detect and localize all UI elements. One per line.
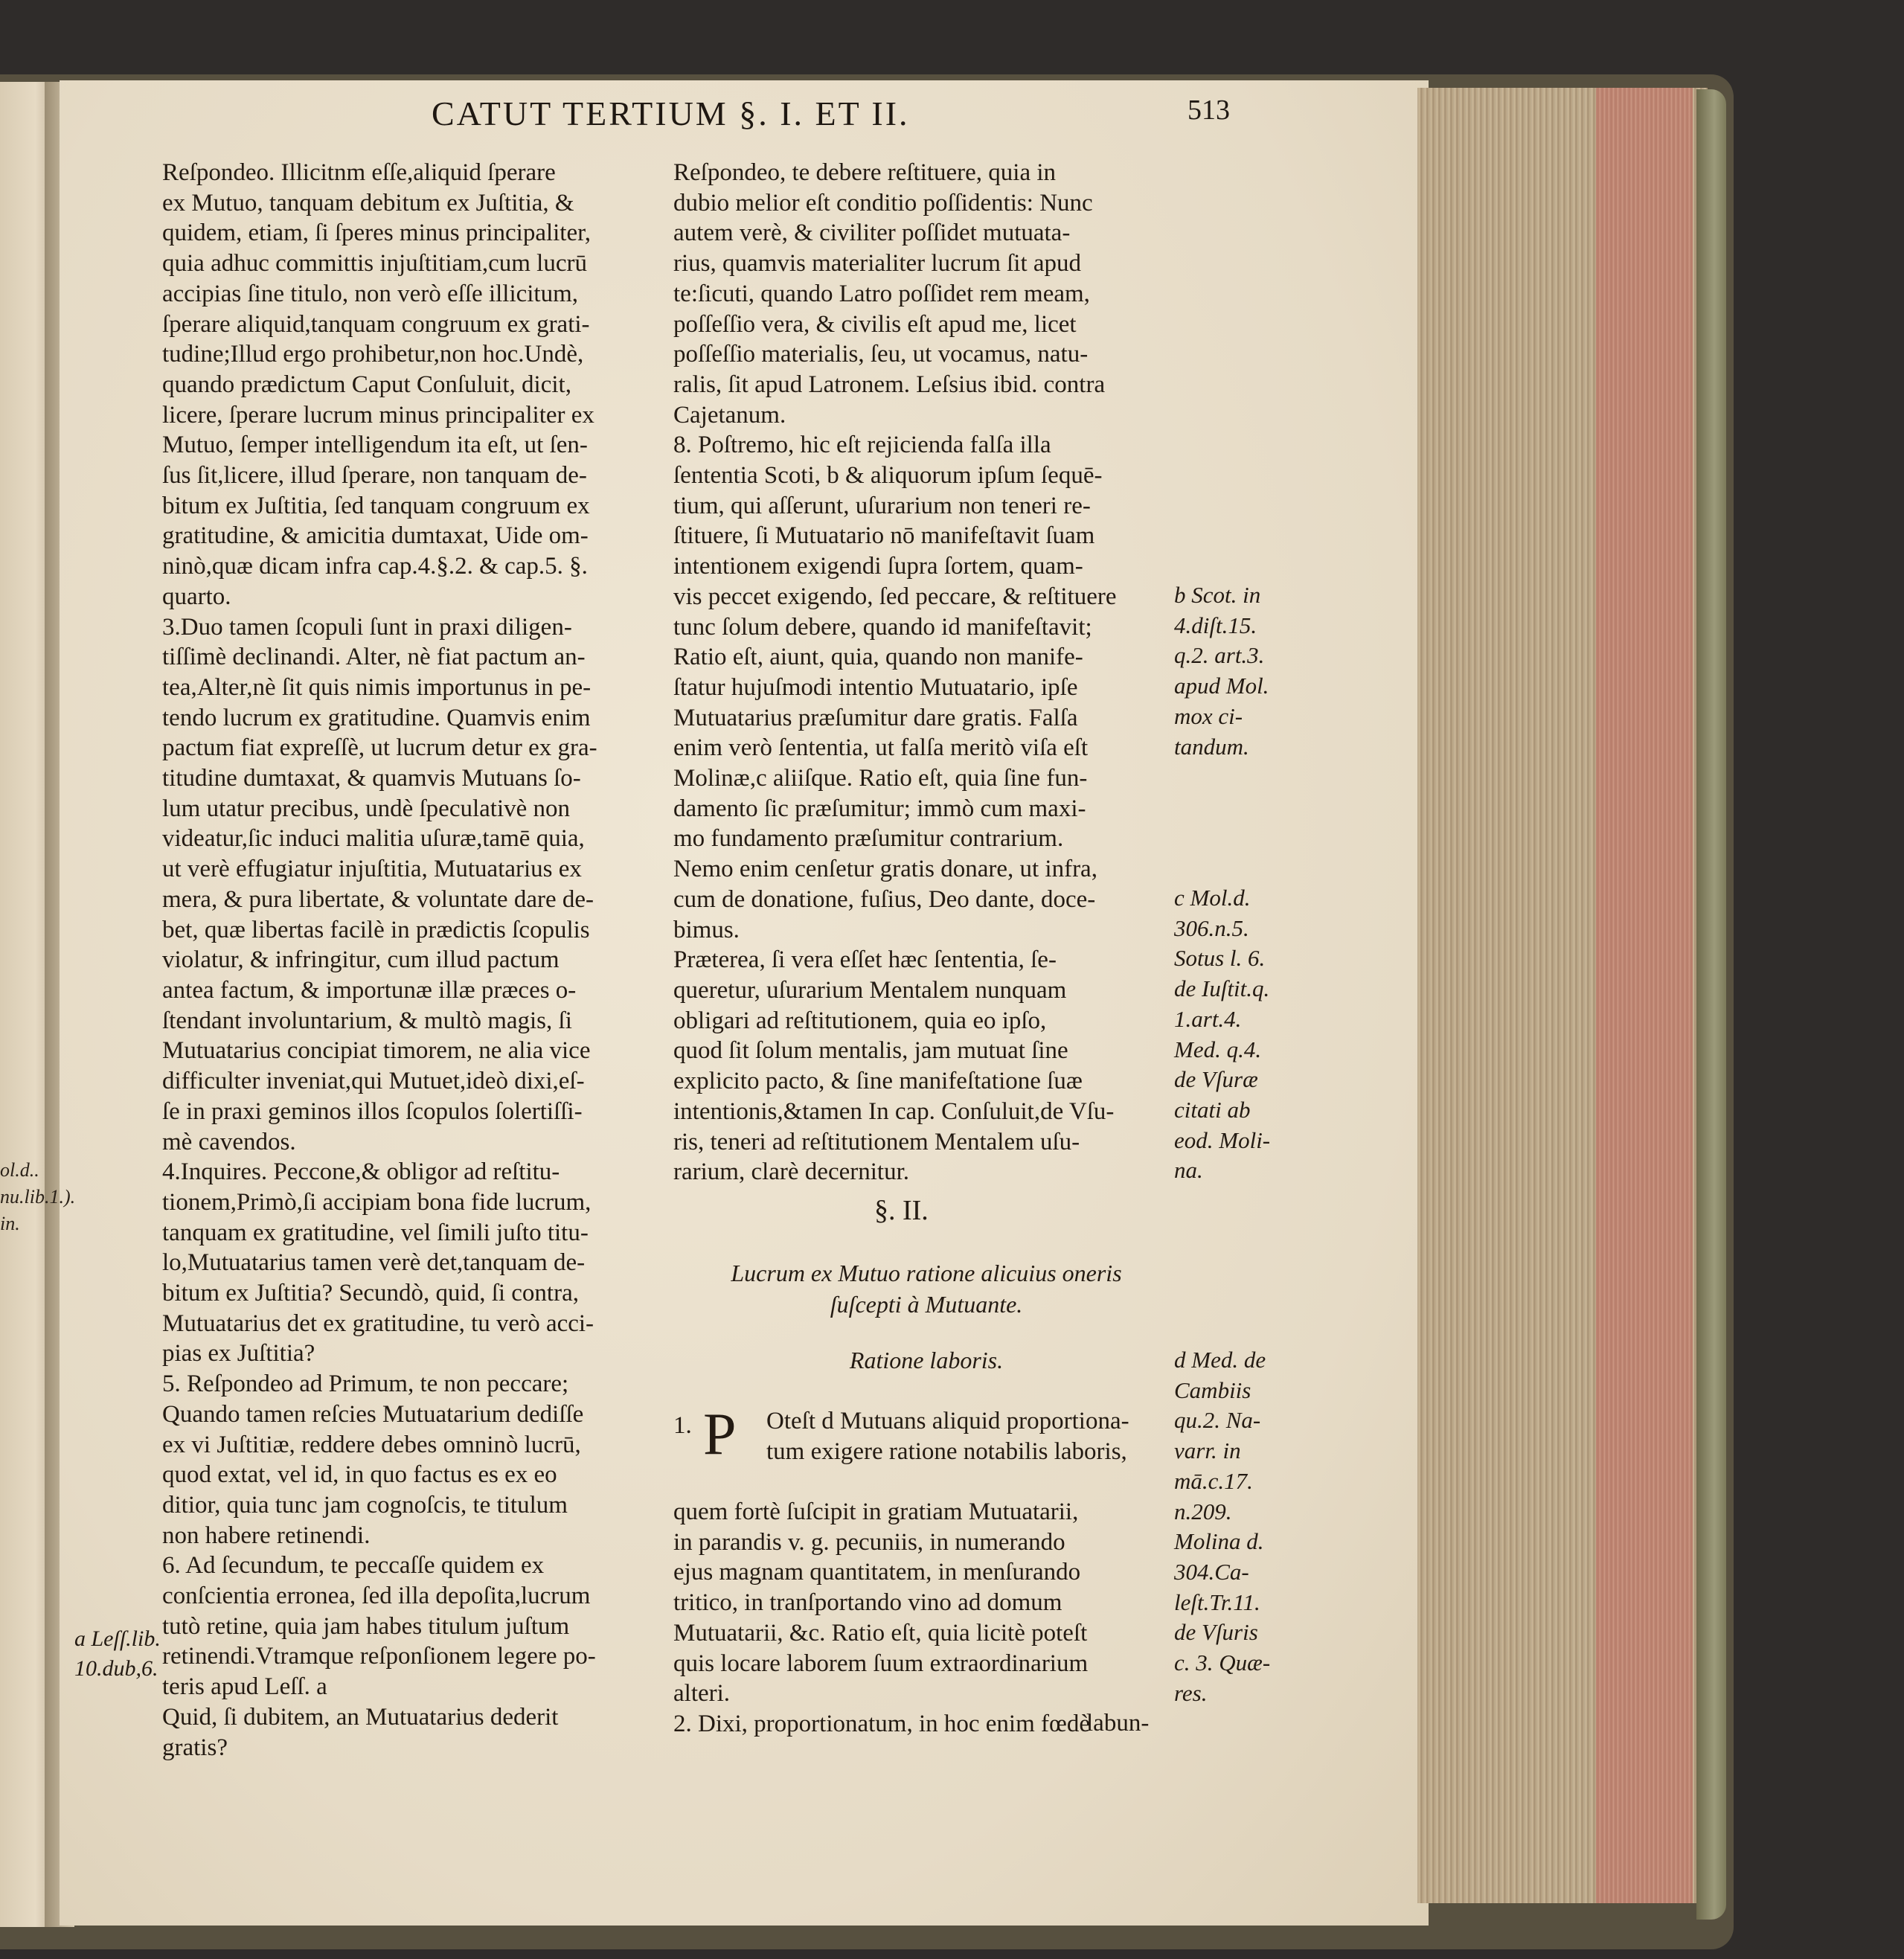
text-line: pactum fiat expreſſè, ut lucrum detur ex gra- bbox=[162, 734, 597, 762]
text-line: Præterea, ſi vera eſſet hæc ſententia, ſe- bbox=[673, 946, 1057, 974]
text-line: 5. Reſpondeo ad Primum, te non peccare; bbox=[162, 1370, 569, 1398]
text-line: tendo lucrum ex gratitudine. Quamvis enim bbox=[162, 704, 591, 731]
right-sidenote-top bbox=[1174, 580, 1301, 1186]
text-line: tritico, in tranſportando vino ad domum bbox=[673, 1589, 1062, 1617]
text-line: bimus. bbox=[673, 916, 740, 943]
text-line: antea factum, & importunæ illæ præces o- bbox=[162, 976, 577, 1004]
running-head: CATUT TERTIUM §. I. ET II. bbox=[432, 94, 910, 132]
text-line: Molinæ,c aliiſque. Ratio eſt, quia ſine fun- bbox=[673, 765, 1088, 792]
text-line: tiſſimè declinandi. Alter, nè fiat pactum an- bbox=[162, 644, 586, 671]
text-line: tutò retine, quia jam habes titulum juſtum bbox=[162, 1612, 570, 1640]
text-line: poſſeſſio vera, & civilis eſt apud me, licet bbox=[673, 310, 1077, 338]
sub-title: Ratione laboris. bbox=[849, 1347, 1004, 1373]
text-line: lum utatur precibus, undè ſpeculativè non bbox=[162, 795, 571, 822]
text-line: ninò,quæ dicam infra cap.4.§.2. & cap.5. §. bbox=[162, 553, 588, 580]
text-line: Nemo enim cenſetur gratis donare, ut infra, bbox=[673, 856, 1097, 883]
left-column-paragraphs bbox=[162, 158, 646, 1763]
text-line: ſe in praxi geminos illos ſcopulos ſolertiſſi- bbox=[162, 1097, 583, 1125]
text-line: tanquam ex gratitudine, vel ſimili juſto titu- bbox=[162, 1219, 589, 1246]
text-line: 8. Poſtremo, hic eſt rejicienda falſa illa bbox=[673, 432, 1051, 459]
text-line: ſtituere, ſi Mutuatario nō manifeſtavit ſuam bbox=[673, 522, 1095, 550]
text-line: ex Mutuo, tanquam debitum ex Juſtitia, & bbox=[162, 189, 574, 217]
text-line: quia adhuc committis injuſtitiam,cum lucrū bbox=[162, 250, 587, 278]
section-title bbox=[673, 1257, 1179, 1320]
left-text-column bbox=[162, 158, 646, 1763]
catchword: labun- bbox=[1086, 1710, 1150, 1737]
sidenote-line bbox=[1174, 853, 1301, 883]
text-line: non habere retinendi. bbox=[162, 1522, 371, 1549]
sidenote-line: mā.c.17. bbox=[1174, 1467, 1253, 1494]
text-line: quando prædictum Caput Conſuluit, dicit, bbox=[162, 371, 571, 398]
text-line: Quid, ſi dubitem, an Mutuatarius dederit bbox=[162, 1703, 559, 1731]
text-line: vis peccet exigendo, ſed peccare, & reſtituere bbox=[673, 583, 1117, 610]
cover-edge bbox=[1696, 89, 1726, 1920]
right-column-paragraphs bbox=[673, 158, 1179, 1187]
text-line: tunc ſolum debere, quando id manifeſtavit; bbox=[673, 613, 1092, 641]
text-line: quarto. bbox=[162, 583, 231, 610]
paragraph-rest bbox=[673, 1497, 1168, 1740]
text-line: bitum ex Juſtitia, ſed tanquam congruum ex bbox=[162, 492, 590, 519]
text-line: ex vi Juſtitiæ, reddere debes omninò lucrū, bbox=[162, 1431, 581, 1458]
text-line: poſſeſſio materialis, ſeu, ut vocamus, natu- bbox=[673, 341, 1089, 368]
text-line: Mutuatarius det ex gratitudine, tu verò acci- bbox=[162, 1309, 594, 1337]
text-line: quidem, etiam, ſi ſperes minus principaliter, bbox=[162, 219, 592, 247]
sidenote-line: de Vſuris bbox=[1174, 1619, 1258, 1646]
text-line: tudine;Illud ergo prohibetur,non hoc.Undè, bbox=[162, 341, 584, 368]
sidenote-line: qu.2. Na- bbox=[1174, 1407, 1261, 1434]
left-sidenote bbox=[74, 1624, 161, 1684]
text-line: ſtatur hujuſmodi intentio Mutuatario, ipſe bbox=[673, 673, 1078, 701]
text-line: retinendi.Vtramque reſponſionem legere po- bbox=[162, 1643, 596, 1670]
text-line: obligari ad reſtitutionem, quia eo ipſo, bbox=[673, 1007, 1047, 1034]
text-line: ditior, quia tunc jam cognoſcis, te titulum bbox=[162, 1491, 568, 1519]
text-line: teris apud Leſſ. a bbox=[162, 1673, 327, 1701]
sidenote-line: res. bbox=[1174, 1679, 1208, 1706]
text-line: conſcientia erronea, ſed illa depoſita,lucrum bbox=[162, 1583, 591, 1610]
text-line: explicito pacto, & ſine manifeſtatione ſuæ bbox=[673, 1068, 1083, 1095]
text-line: ris, teneri ad reſtitutionem Mentalem uſu- bbox=[673, 1128, 1080, 1155]
sidenote-line: citati ab bbox=[1174, 1096, 1251, 1123]
page-edges bbox=[1417, 88, 1708, 1903]
text-line: tea,Alter,nè ſit quis nimis importunus in pe- bbox=[162, 673, 592, 701]
margin-note-line: ). in. bbox=[0, 1186, 76, 1234]
text-line: ralis, ſit apud Latronem. Leſsius ibid. contra bbox=[673, 371, 1106, 398]
text-line: titudine dumtaxat, & quamvis Mutuans ſo- bbox=[162, 765, 581, 792]
text-line: intentionem exigendi ſupra ſortem, quam- bbox=[673, 553, 1083, 580]
text-line: gratis? bbox=[162, 1734, 228, 1761]
section-title-line: ſuſcepti à Mutuante. bbox=[830, 1291, 1023, 1318]
sidenote-line: eod. Moli- bbox=[1174, 1126, 1271, 1153]
text-line: autem verè, & civiliter poſſidet mutuata- bbox=[673, 219, 1071, 247]
text-line: pias ex Juſtitia? bbox=[162, 1340, 315, 1368]
text-line: 6. Ad ſecundum, te peccaſſe quidem ex bbox=[162, 1552, 545, 1580]
text-line: Oteſt d Mutuans aliquid proportiona- bbox=[766, 1408, 1129, 1434]
text-line: quis locare laborem ſuum extraordinarium bbox=[673, 1649, 1089, 1677]
sidenote-line: apud Mol. bbox=[1174, 673, 1269, 699]
text-line: ſtendant involuntarium, & multò magis, ſi bbox=[162, 1007, 572, 1034]
sidenote-line: 10.dub,6. bbox=[74, 1656, 158, 1681]
text-line: accipias ſine titulo, non verò eſſe illicitum, bbox=[162, 280, 579, 307]
text-line: ut verè effugiatur injuſtitia, Mutuatarius ex bbox=[162, 856, 582, 883]
text-line: licere, ſperare lucrum minus principaliter ex bbox=[162, 401, 594, 429]
drop-capital: P bbox=[703, 1402, 737, 1467]
sidenote-line bbox=[1174, 762, 1301, 792]
sidenote-line bbox=[1174, 792, 1301, 823]
section-title-line: Lucrum ex Mutuo ratione alicuius oneris bbox=[731, 1260, 1122, 1286]
text-line: Quando tamen reſcies Mutuatarium dediſſe bbox=[162, 1400, 584, 1428]
text-line: quod ſit ſolum mentalis, jam mutuat ſine bbox=[673, 1037, 1068, 1065]
text-line: rarium, clarè decernitur. bbox=[673, 1158, 909, 1186]
right-text-column bbox=[673, 158, 1179, 1187]
margin-note-line: . nu. bbox=[0, 1159, 39, 1208]
sidenote-line: varr. in bbox=[1174, 1437, 1241, 1464]
sidenote-line: 304.Ca- bbox=[1174, 1558, 1249, 1585]
sidenote-line: q.2. art.3. bbox=[1174, 642, 1265, 669]
text-line: enim verò ſententia, ut falſa meritò viſa eſt bbox=[673, 734, 1089, 762]
sidenote-line: de Iuſtit.q. bbox=[1174, 975, 1270, 1002]
text-line: Mutuatarius concipiat timorem, ne alia vice bbox=[162, 1037, 591, 1065]
text-line: mera, & pura libertate, & voluntate dare de- bbox=[162, 885, 594, 913]
text-line: alteri. bbox=[673, 1680, 731, 1708]
text-line: te:ſicuti, quando Latro poſſidet rem meam, bbox=[673, 280, 1090, 307]
text-line: Mutuatarius præſumitur dare gratis. Falſa bbox=[673, 704, 1078, 731]
sidenote-line: 306.n.5. bbox=[1174, 914, 1249, 941]
sidenote-line: 4.diſt.15. bbox=[1174, 612, 1257, 638]
text-line: bitum ex Juſtitia? Secundò, quid, ſi contra, bbox=[162, 1280, 579, 1307]
section-mark: §. II. bbox=[874, 1195, 929, 1226]
right-sidenote-bottom bbox=[1174, 1345, 1301, 1708]
left-page-margin-note bbox=[0, 1157, 76, 1237]
sidenote-line: leſt.Tr.11. bbox=[1174, 1588, 1260, 1615]
sidenote-line: Med. q.4. bbox=[1174, 1036, 1262, 1062]
text-line: Mutuatarii, &c. Ratio eſt, quia licitè poteſt bbox=[673, 1619, 1088, 1647]
sidenote-line: na. bbox=[1174, 1157, 1203, 1184]
text-line: Ratio eſt, aiunt, quia, quando non manife- bbox=[673, 644, 1083, 671]
margin-note-line: ol.d. bbox=[0, 1159, 35, 1181]
text-line: ſus ſit,licere, illud ſperare, non tanquam de- bbox=[162, 462, 587, 490]
text-line: cum de donatione, fuſius, Deo dante, doce- bbox=[673, 885, 1096, 913]
text-line: Mutuo, ſemper intelligendum ita eſt, ut ſen- bbox=[162, 432, 588, 459]
text-line: mè cavendos. bbox=[162, 1128, 296, 1155]
sidenote-line: 1.art.4. bbox=[1174, 1005, 1242, 1032]
text-line: 4.Inquires. Peccone,& obligor ad reſtitu- bbox=[162, 1158, 560, 1186]
text-line: queretur, uſurarium Mentalem nunquam bbox=[673, 976, 1067, 1004]
text-line: intentionis,&tamen In cap. Conſuluit,de Vſu- bbox=[673, 1097, 1115, 1125]
sidenote-line: b Scot. in bbox=[1174, 582, 1261, 608]
sidenote-line: c. 3. Quæ- bbox=[1174, 1649, 1271, 1676]
text-line: damento ſic præſumitur; immò cum maxi- bbox=[673, 795, 1086, 822]
sidenote-line: c Mol.d. bbox=[1174, 885, 1251, 911]
text-line: gratitudine, & amicitia dumtaxat, Uide om- bbox=[162, 522, 589, 550]
text-line: Reſpondeo. Illicitnm eſſe,aliquid ſperare bbox=[162, 159, 556, 186]
text-line: 3.Duo tamen ſcopuli ſunt in praxi diligen- bbox=[162, 613, 572, 641]
text-line: violatur, & infringitur, cum illud pactum bbox=[162, 946, 560, 974]
sidenote-line: Cambiis bbox=[1174, 1376, 1251, 1403]
text-line: tium, qui aſſerunt, uſurarium non teneri re- bbox=[673, 492, 1091, 519]
sidenote-line bbox=[1174, 823, 1301, 853]
text-line: mo fundamento præſumitur contrarium. bbox=[673, 825, 1064, 853]
paragraph-number: 1. bbox=[673, 1412, 692, 1439]
paragraph-first-lines bbox=[766, 1406, 1168, 1466]
sidenote-line: n.209. bbox=[1174, 1498, 1232, 1524]
text-line: Cajetanum. bbox=[673, 401, 786, 429]
text-line: rius, quamvis materialiter lucrum ſit apud bbox=[673, 250, 1082, 278]
text-line: bet, quæ libertas facilè in prædictis ſcopulis bbox=[162, 916, 590, 943]
text-line: Reſpondeo, te debere reſtituere, quia in bbox=[673, 159, 1057, 186]
text-line: quod extat, vel id, in quo factus es ex eo bbox=[162, 1461, 557, 1489]
text-line: tum exigere ratione notabilis laboris, bbox=[766, 1437, 1127, 1465]
sidenote-line: de Vſuræ bbox=[1174, 1066, 1258, 1093]
page-number: 513 bbox=[1187, 94, 1230, 126]
text-line: ſperare aliquid,tanquam congruum ex grati- bbox=[162, 310, 590, 338]
text-line: ſententia Scoti, b & aliquorum ipſum ſequē- bbox=[673, 462, 1103, 490]
text-line: 2. Dixi, proportionatum, in hoc enim fœdè bbox=[673, 1710, 1090, 1737]
sidenote-line: Sotus l. 6. bbox=[1174, 945, 1266, 972]
sidenote-line: tandum. bbox=[1174, 733, 1249, 760]
text-line: dubio melior eſt conditio poſſidentis: Nunc bbox=[673, 189, 1093, 217]
sidenote-line: mox ci- bbox=[1174, 702, 1243, 729]
text-line: in parandis v. g. pecuniis, in numerando bbox=[673, 1528, 1065, 1556]
text-line: ejus magnam quantitatem, in menſurando bbox=[673, 1559, 1081, 1586]
sidenote-line: a Leſſ.lib. bbox=[74, 1626, 161, 1651]
text-line: tionem,Primò,ſi accipiam bona fide lucrum, bbox=[162, 1188, 592, 1216]
sidenote-line: d Med. de bbox=[1174, 1347, 1266, 1373]
text-line: lo,Mutuatarius tamen verè det,tanquam de- bbox=[162, 1249, 586, 1277]
text-line: videatur,ſic induci malitia uſuræ,tamē quia, bbox=[162, 825, 585, 853]
text-line: difficulter inveniat,qui Mutuet,ideò dixi,eſ- bbox=[162, 1068, 585, 1095]
margin-note-line: lib.1. bbox=[24, 1186, 64, 1208]
sidenote-line: Molina d. bbox=[1174, 1528, 1264, 1555]
text-line: quem fortè ſuſcipit in gratiam Mutuatarii, bbox=[673, 1498, 1079, 1525]
